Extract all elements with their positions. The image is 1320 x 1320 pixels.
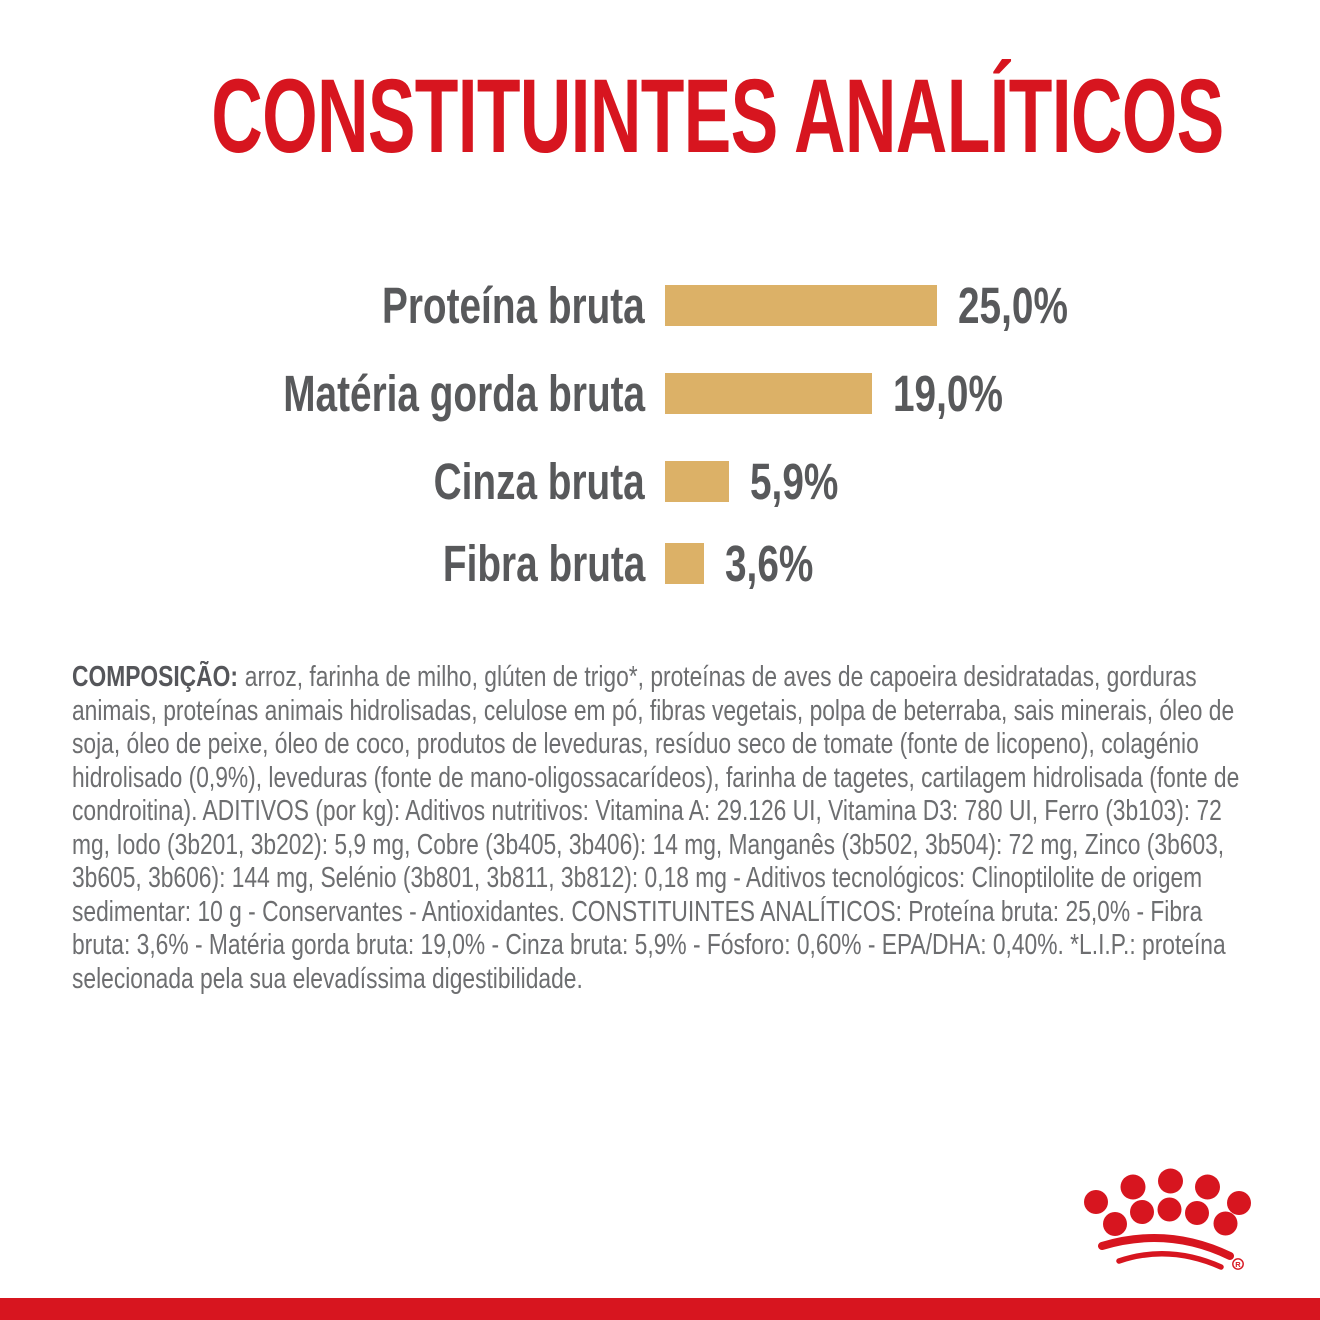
bar-cinza-bruta: [665, 461, 729, 502]
composition-lead: COMPOSIÇÃO:: [72, 661, 238, 693]
bar-materia-gorda-bruta: [665, 373, 872, 414]
bar-label-proteina-bruta: Proteína bruta: [382, 277, 645, 334]
crown-arcs: [1102, 1238, 1230, 1267]
composition-body: arroz, farinha de milho, glúten de trigo*, proteínas de aves de capoeira desidratadas, gorduras animais, proteínas animais hidrolisadas, celulose em pó, fibras vegetais, polpa de beterraba, sais minerais, óleo de soja, óleo de peixe, óleo de coco, produtos de leveduras, resíduo seco de tomate (fonte de licopeno), colagénio hidrolisado (0,9%), leveduras (fonte de mano-oligossacarídeos), farinha de tagetes, cartilagem hidrolisada (fonte de condroitina). ADITIVOS (por kg): Aditivos nutritivos: Vitamina A: 29.126 UI, Vitamina D3: 780 UI, Ferro (3b103): 72 mg, Iodo (3b201, 3b202): 5,9 mg, Cobre (3b405, 3b406): 14 mg, Manganês (3b502, 3b504): 72 mg, Zinco (3b603, 3b605, 3b606): 144 mg, Selénio (3b801, 3b811, 3b812): 0,18 mg - Aditivos tecnológicos: Clinoptilolite de origem sedimentar: 10 g - Conservantes - Antioxidantes. CONSTITUINTES ANALÍTICOS: Proteína bruta: 25,0% - Fibra bruta: 3,6% - Matéria gorda bruta: 19,0% - Cinza bruta: 5,9% - Fósforo: 0,60% - EPA/DHA: 0,40%. *L.I.P.: proteína selecionada pela sua elevadíssima digestibilidade.: [72, 661, 1240, 995]
registered-trademark-icon: [1233, 1259, 1243, 1269]
bottom-red-stripe: [0, 1298, 1320, 1320]
bar-value-materia-gorda-bruta: 19,0%: [893, 365, 1003, 422]
bar-value-cinza-bruta: 5,9%: [750, 453, 839, 510]
chart-row: [0, 365, 1320, 422]
bar-label-materia-gorda-bruta: Matéria gorda bruta: [283, 365, 645, 422]
svg-text:R: R: [1235, 1260, 1241, 1269]
bar-fibra-bruta: [665, 543, 704, 584]
bar-value-fibra-bruta: 3,6%: [725, 535, 814, 592]
bar-label-fibra-bruta: Fibra bruta: [442, 535, 645, 592]
bar-proteina-bruta: [665, 285, 937, 326]
chart-row: [0, 277, 1320, 334]
page-title: CONSTITUINTES ANALÍTICOS: [211, 58, 1224, 175]
composition-paragraph: [72, 661, 1248, 996]
bar-value-proteina-bruta: 25,0%: [958, 277, 1068, 334]
chart-row: [0, 453, 1320, 510]
bar-label-cinza-bruta: Cinza bruta: [433, 453, 645, 510]
crown-dots: [1084, 1169, 1251, 1237]
chart-row: [0, 535, 1320, 592]
royal-canin-crown-logo: [1080, 1160, 1280, 1280]
